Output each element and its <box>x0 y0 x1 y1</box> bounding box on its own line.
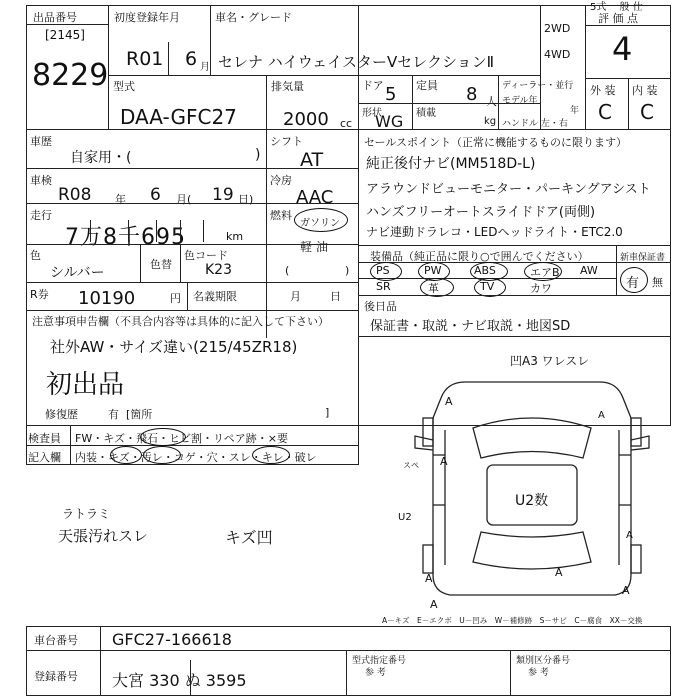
chassis-label: 車台番号 <box>34 634 78 647</box>
dealer-label: ディーラー・並行 <box>502 81 574 91</box>
doors-label: ドア <box>362 79 384 92</box>
ps-circle <box>370 262 402 281</box>
mileage-unit: km <box>226 230 244 243</box>
inspector-row1: FW・キズ・飛石・ヒビ割・リペア跡・×要 <box>75 432 288 445</box>
accessories-value: 保証書・取説・ナビ取説・地図SD <box>370 319 571 334</box>
color-label: 色 <box>30 249 41 262</box>
rating-label: 評 価 点 <box>598 12 638 25</box>
plate-number: 大宮 330 ぬ 3595 <box>112 671 247 690</box>
inspector-label: 検査員 <box>28 432 61 445</box>
accessories-label: 後日品 <box>364 300 397 313</box>
doors-value: 5 <box>385 84 397 105</box>
remarks-line2: 天張汚れスレ <box>58 527 149 545</box>
shift-value: AT <box>300 149 324 171</box>
equip-tv: TV <box>480 280 495 293</box>
notes-label: 注意事項申告欄（不具合内容等は具体的に記入して下さい） <box>32 315 329 328</box>
class-label: 類別区分番号 <box>516 656 571 666</box>
equip-sr: SR <box>376 280 391 293</box>
diagram-small-1: スペ <box>403 461 419 470</box>
registration-deadline-label: 名義期限 <box>193 290 237 303</box>
history-value: 自家用・( <box>70 150 132 166</box>
lot-number-label: 出品番号 <box>33 11 77 24</box>
first-reg-month: 6 <box>185 48 198 70</box>
rating-extra: 5式 一般 仕 <box>590 2 643 13</box>
diagram-small-3: A <box>626 530 633 541</box>
type-cert-label: 型式指定番号 <box>352 656 407 666</box>
equip-aw: AW <box>580 264 598 277</box>
color-code: K23 <box>205 262 232 278</box>
drive-2wd: 2WD <box>544 22 571 35</box>
rating-value: 4 <box>612 30 633 68</box>
recycle-value: 10190 <box>78 288 136 309</box>
fuel-gasoline: ガソリン <box>300 218 340 229</box>
color-paren-close: ) <box>345 264 350 277</box>
color-change-label: 色替 <box>150 258 172 271</box>
capacity-value: 8 <box>466 84 478 105</box>
inspection-month: 6 <box>150 185 161 205</box>
diagram-a-2: A <box>440 455 448 468</box>
model-label: 型式 <box>113 80 135 93</box>
model-year-unit: 年 <box>570 106 580 116</box>
chassis-number: GFC27-166618 <box>112 630 232 649</box>
wear-circle <box>252 446 290 464</box>
inspection-era: R08 <box>58 185 92 205</box>
scratch-circle <box>110 446 142 464</box>
remarks-line3: キズ凹 <box>225 528 273 547</box>
first-reg-label: 初度登録年月 <box>114 11 180 24</box>
history-close: ) <box>255 147 261 163</box>
shift-label: シフト <box>270 135 303 148</box>
history-label: 車歴 <box>30 135 52 148</box>
new-warranty-label: 新車保証書 <box>620 253 666 263</box>
sales-point-2: アラウンドビューモニター・パーキングアシスト <box>366 182 651 197</box>
sales-point-1: 純正後付ナビ(MM518D-L) <box>366 156 536 172</box>
repair-close: ] <box>325 406 330 419</box>
inspection-day-unit: 日) <box>238 193 254 206</box>
equip-pw: PW <box>424 264 442 277</box>
repair-value: 有 <box>108 408 119 421</box>
model-year-label: モデル年 <box>502 96 538 106</box>
damage-legend: A－キズ E－エクボ U－凹み W－補修跡 S－サビ C－腐食 XX－交換 <box>382 616 643 625</box>
color-value: シルバー <box>50 265 105 281</box>
ac-label: 冷房 <box>270 174 292 187</box>
mileage-value: 7万8千695 <box>65 225 186 250</box>
diagram-a-3: A <box>425 572 433 585</box>
color-paren-open: ( <box>285 264 290 277</box>
warranty-circle <box>620 267 648 293</box>
diagram-a-5: A <box>430 598 438 611</box>
displacement-label: 排気量 <box>271 80 304 93</box>
drive-4wd: 4WD <box>544 48 571 61</box>
equip-kawa: カワ <box>530 282 552 295</box>
lot-sub-number: [2145] <box>45 28 85 42</box>
first-reg-month-unit: 月 <box>200 62 210 73</box>
fuel-diesel: 軽 油 <box>300 240 328 254</box>
plate-label: 登録番号 <box>34 670 78 683</box>
chip-circle <box>140 428 186 446</box>
inspection-day: 19 <box>212 185 234 205</box>
notes-line1: 社外AW・サイズ違い(215/45ZR18) <box>50 338 298 356</box>
airbag-circle <box>524 262 562 281</box>
class-ref: 参 考 <box>528 668 549 678</box>
exterior-label: 外 装 <box>590 84 616 97</box>
model-code: DAA-GFC27 <box>120 105 237 129</box>
inspector-row2: 内装・キズ・汚レ・コゲ・穴・スレ・キレ・破レ <box>75 451 317 464</box>
cc-unit: cc <box>340 117 353 130</box>
diagram-a-4: A <box>555 566 563 579</box>
type-cert-ref: 参 考 <box>365 668 386 678</box>
ac-value: AAC <box>296 187 334 208</box>
sales-points-label: セールスポイント（正常に機能するものに限ります） <box>364 136 628 149</box>
diagram-a-6: A <box>622 584 630 597</box>
sales-point-3: ハンズフリーオートスライドドア(両側) <box>366 205 596 220</box>
warranty-yes: 有 <box>626 276 640 291</box>
warranty-no: 無 <box>652 276 663 289</box>
inspection-month-unit: 月( <box>176 193 192 206</box>
inspection-label: 車検 <box>30 174 52 187</box>
equip-abs: ABS <box>474 264 496 277</box>
diagram-top-note: 凹A3 ワレスレ <box>510 354 590 368</box>
repair-label: 修復歴 <box>45 408 78 421</box>
fuel-label: 燃料 <box>270 209 292 222</box>
equip-ps: PS <box>376 264 390 277</box>
lot-number: 8229 <box>32 58 109 93</box>
car-name-label: 車名・グレード <box>215 11 292 24</box>
capacity-label: 定員 <box>416 79 438 92</box>
inspection-year-unit: 年 <box>115 193 126 206</box>
notes-line2: 初出品 <box>46 370 125 400</box>
diagram-left-note: U2 <box>398 512 412 523</box>
car-name: セレナ ハイウェイスターVセレクションⅡ <box>218 53 495 71</box>
repair-count: [箇所 <box>126 408 153 421</box>
load-label: 積載 <box>416 108 436 119</box>
diagram-mid-note: U2数 <box>515 493 549 509</box>
recycle-label: R券 <box>30 288 49 301</box>
equip-airbag: エアB <box>530 266 560 279</box>
displacement: 2000 <box>283 109 329 130</box>
first-reg-era: R01 <box>126 48 164 70</box>
handle-label: ハンドル 左・右 <box>502 119 568 129</box>
load-unit: kg <box>484 116 497 127</box>
interior-label: 内 装 <box>632 84 658 97</box>
mileage-label: 走行 <box>30 209 52 222</box>
equip-leather: 革 <box>428 282 439 295</box>
shape-label: 形状 <box>362 108 382 119</box>
registration-day-unit: 日 <box>330 290 341 303</box>
diagram-small-2: A <box>598 410 605 421</box>
sales-point-4: ナビ連動ドラレコ・LEDヘッドライト・ETC2.0 <box>366 225 623 239</box>
equipment-label: 装備品（純正品に限り○で囲んでください） <box>370 250 589 263</box>
remarks-line1: ラトラミ <box>62 507 111 521</box>
fuel-gasoline-circle <box>294 208 348 232</box>
diagram-a-1: A <box>445 395 453 408</box>
registration-month-unit: 月 <box>290 290 301 303</box>
shape-value: WG <box>375 112 404 131</box>
interior-grade: C <box>640 100 654 124</box>
color-code-label: 色コード <box>184 249 228 262</box>
inspector-entry-label: 記入欄 <box>28 451 61 464</box>
exterior-grade: C <box>598 100 612 124</box>
recycle-unit: 円 <box>170 292 181 305</box>
stain-circle <box>143 446 181 464</box>
capacity-unit: 人 <box>486 95 497 108</box>
